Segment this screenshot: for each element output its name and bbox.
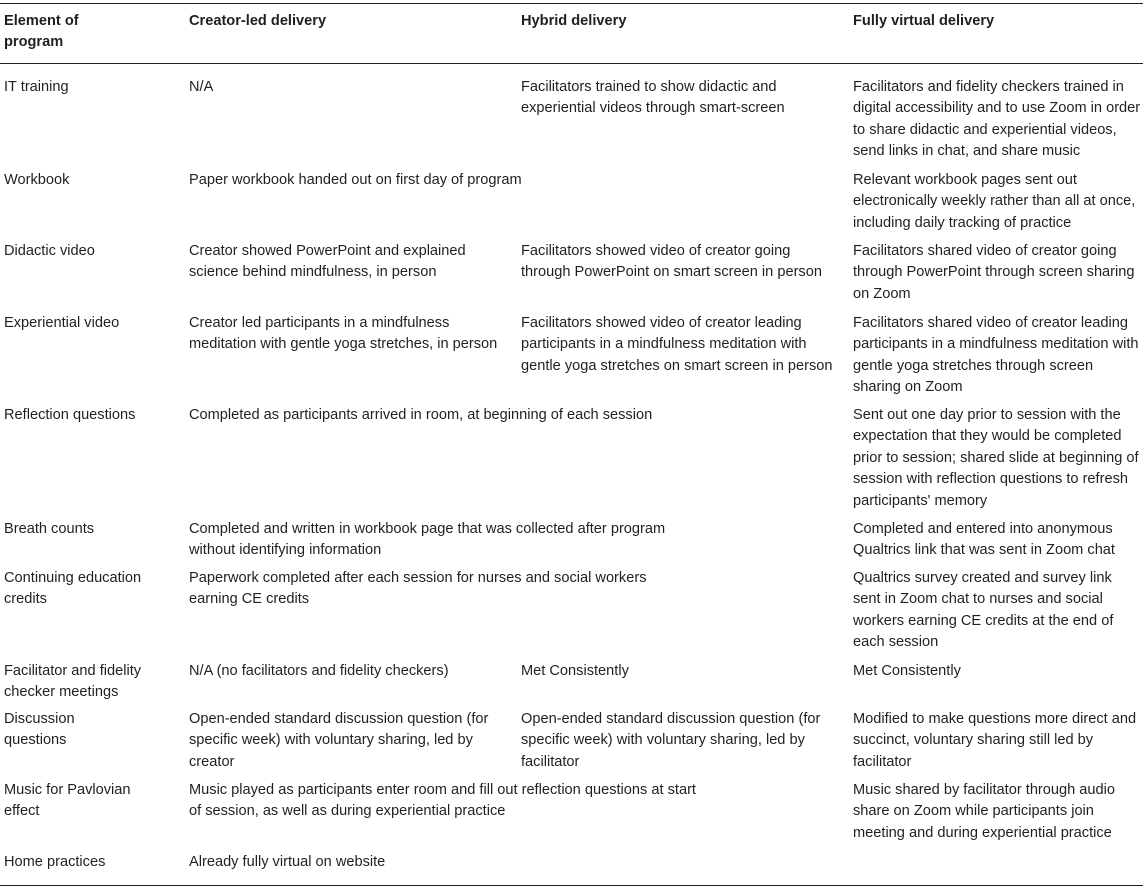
- cell-creator-hybrid-continuing-education: Paperwork completed after each session for nurses and social workers earning CE credits: [189, 570, 647, 608]
- row-label-workbook: Workbook: [4, 172, 70, 188]
- row-label-home-practices: Home practices: [4, 854, 106, 870]
- row-label-discussion-questions: Discussion questions: [4, 711, 75, 749]
- cell-creator-facilitator-meetings: N/A (no facilitators and fidelity checkers): [189, 663, 449, 679]
- row-label-facilitator-meetings: Facilitator and fidelity checker meetings: [4, 663, 142, 701]
- cell-virtual-didactic-video: Facilitators shared video of creator going through PowerPoint through screen sharing on Zoom: [853, 243, 1135, 302]
- row-label-experiential-video: Experiential video: [4, 315, 120, 331]
- header-element-of-program: Element of program: [4, 13, 79, 51]
- cell-creator-experiential-video: Creator led participants in a mindfulness meditation with gentle yoga stretches, in person: [189, 315, 498, 353]
- cell-creator-hybrid-reflection-questions: Completed as participants arrived in room, at beginning of each session: [189, 407, 653, 423]
- cell-virtual-continuing-education: Qualtrics survey created and survey link sent in Zoom chat to nurses and social workers earning CE credits at the end of each session: [853, 570, 1114, 651]
- cell-virtual-workbook: Relevant workbook pages sent out electronically weekly rather than all at once, including daily tracking of practice: [853, 172, 1136, 231]
- cell-virtual-experiential-video: Facilitators shared video of creator leading participants in a mindfulness meditation with gentle yoga stretches through screen sharing on Zoom: [853, 315, 1139, 396]
- row-label-continuing-education-credits: Continuing education credits: [4, 570, 142, 608]
- table-top-rule: [0, 3, 1143, 4]
- cell-hybrid-discussion-questions: Open-ended standard discussion question (for specific week) with voluntary sharing, led by facilitator: [521, 711, 821, 770]
- cell-creator-hybrid-workbook: Paper workbook handed out on first day of program: [189, 172, 522, 188]
- cell-creator-discussion-questions: Open-ended standard discussion question (for specific week) with voluntary sharing, led by creator: [189, 711, 489, 770]
- cell-creator-it-training: N/A: [189, 79, 214, 95]
- cell-creator-hybrid-home-practices: Already fully virtual on website: [189, 854, 386, 870]
- cell-hybrid-facilitator-meetings: Met Consistently: [521, 663, 629, 679]
- cell-hybrid-it-training: Facilitators trained to show didactic and experiential videos through smart-screen: [521, 79, 785, 117]
- row-label-reflection-questions: Reflection questions: [4, 407, 136, 423]
- row-label-music-pavlovian: Music for Pavlovian effect: [4, 782, 131, 820]
- table-bottom-rule: [0, 885, 1143, 886]
- cell-virtual-breath-counts: Completed and entered into anonymous Qualtrics link that was sent in Zoom chat: [853, 521, 1115, 559]
- header-creator-led: Creator-led delivery: [189, 13, 327, 29]
- cell-creator-hybrid-music: Music played as participants enter room and fill out reflection questions at start of session, as well as during experiential practice: [189, 782, 696, 820]
- cell-virtual-music: Music shared by facilitator through audio share on Zoom while participants join meeting and during experiential practice: [853, 782, 1116, 841]
- cell-hybrid-experiential-video: Facilitators showed video of creator leading participants in a mindfulness meditation with gentle yoga stretches on smart screen in person: [521, 315, 833, 374]
- cell-virtual-discussion-questions: Modified to make questions more direct and succinct, voluntary sharing still led by facilitator: [853, 711, 1137, 770]
- row-label-breath-counts: Breath counts: [4, 521, 95, 537]
- cell-hybrid-didactic-video: Facilitators showed video of creator going through PowerPoint on smart screen in person: [521, 243, 822, 281]
- cell-virtual-it-training: Facilitators and fidelity checkers trained in digital accessibility and to use Zoom in order to share didactic and experiential videos, send links in chat, and share music: [853, 79, 1141, 160]
- header-hybrid: Hybrid delivery: [521, 13, 627, 29]
- table-header-rule: [0, 63, 1143, 64]
- header-fully-virtual: Fully virtual delivery: [853, 13, 995, 29]
- cell-virtual-facilitator-meetings: Met Consistently: [853, 663, 961, 679]
- cell-creator-hybrid-breath-counts: Completed and written in workbook page that was collected after program without identifying information: [189, 521, 666, 559]
- row-label-didactic-video: Didactic video: [4, 243, 95, 259]
- cell-virtual-reflection-questions: Sent out one day prior to session with the expectation that they would be completed prior to session; shared slide at beginning of session with reflection questions to refresh participants' memory: [853, 407, 1139, 509]
- cell-creator-didactic-video: Creator showed PowerPoint and explained science behind mindfulness, in person: [189, 243, 466, 281]
- row-label-it-training: IT training: [4, 79, 69, 95]
